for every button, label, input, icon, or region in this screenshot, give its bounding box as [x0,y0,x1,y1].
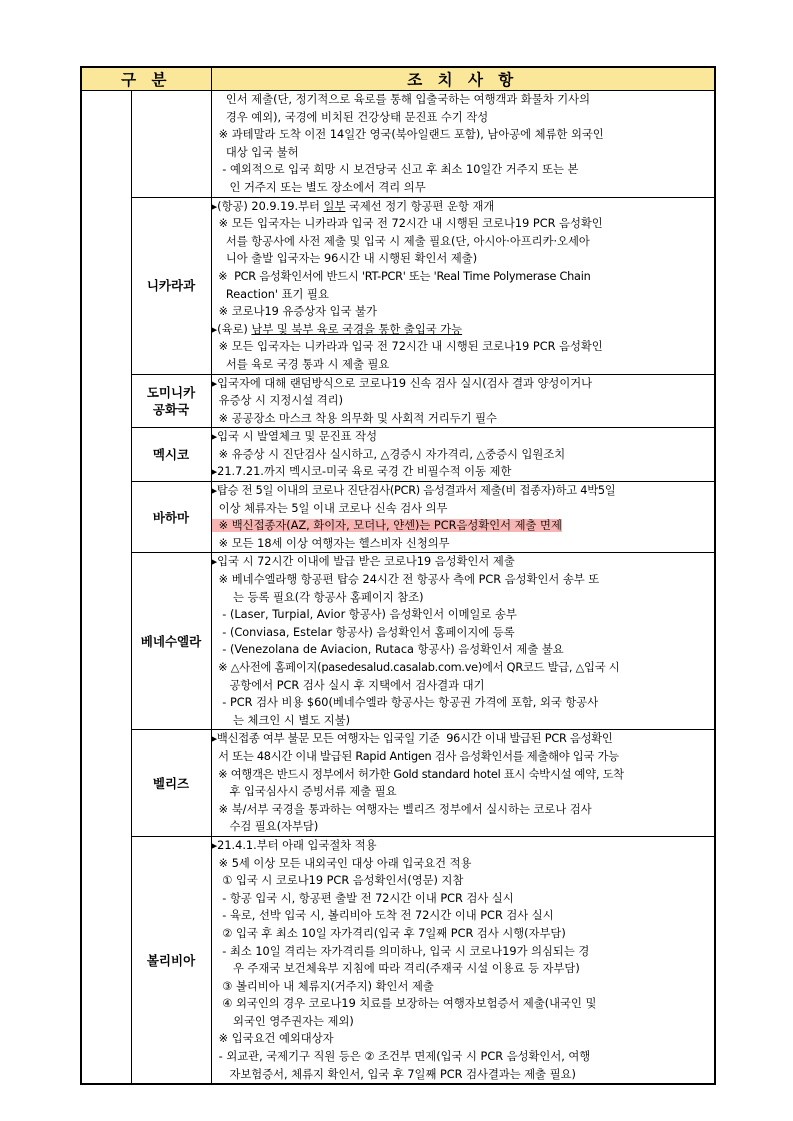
text-line: 니아 출발 입국자는 96시간 내 시행된 확인서 제출) [211,252,478,266]
text-line: - 외교관, 국제기구 직원 등은 ② 조건부 면제(입국 시 PCR 음성확인서, 여행 [211,1050,591,1064]
country-name: 벨리즈 [131,730,211,837]
text-line: - (Venezolana de Aviacion, Rutaca 항공사) 음성확인서 제출 불요 [211,643,564,657]
text-line: ※ 공공장소 마스크 착용 의무화 및 사회적 거리두기 필수 [211,411,497,425]
text-line [212,517,715,535]
text-line: ※ 유증상 시 진단검사 실시하고, △경증시 자가격리, △중증시 입원조치 [211,447,566,461]
text-line: ▸백신접종 여부 불문 모든 여행자는 입국일 기준 96시간 이내 발급된 PCR 음성확인 [211,732,613,746]
text-line: ※ 입국요건 예외대상자 [211,1032,334,1046]
country-name: 멕시코 [131,428,211,482]
text-line: ※ △사전에 홈페이지(pasedesalud.casalab.com.ve)에서 QR코드 발급, △입국 시 [211,661,620,674]
text-line: ※ 5세 이상 모든 내외국인 대상 아래 입국요건 적용 [211,856,472,870]
text-line: ※ PCR 음성확인서에 반드시 'RT-PCR' 또는 'Real Time Polymerase Chain [211,269,591,283]
text-line: 우 주재국 보건체육부 지침에 따라 격리(주재국 시설 이용료 등 자부담) [211,962,580,976]
text-line: 는 등록 필요(각 항공사 홈페이지 참조) [211,590,424,604]
country-name: 볼리비아 [131,836,211,1084]
table-row [81,836,715,1084]
table-row [81,730,715,837]
country-name: 베네수엘라 [131,553,211,730]
table-row [81,91,715,198]
text-line: ※ 북/서부 국경을 통과하는 여행자는 벨리즈 정부에서 실시하는 코로나 검사 [211,802,592,816]
text-line: - (Conviasa, Estelar 항공사) 음성확인서 홈페이지에 등록 [211,625,515,639]
text-line: ▸입국자에 대해 랜덤방식으로 코로나19 신속 검사 실시(검사 결과 양성이거나 [211,376,593,390]
text-line: 유증상 시 지정시설 격리) [211,394,343,408]
text-line: ▸입국 시 72시간 이내에 발급 받은 코로나19 음성확인서 제출 [211,555,515,569]
text-segment: ▸(항공) 20.9.19.부터 [211,199,324,213]
table-row [81,553,715,730]
text-line: ▸21.4.1.부터 아래 입국절차 적용 [211,838,377,852]
text-line: 경우 예외), 국경에 비치된 건강상태 문진표 수기 작성 [211,110,489,124]
measures-cell [211,553,715,730]
highlighted-text: ※ 백신접종자(AZ, 화이자, 모더나, 얀센)는 PCR음성확인서 제출 면제 [211,519,562,533]
text-line: - PCR 검사 비용 $60(베네수엘라 항공사는 항공권 가격에 포함, 외국 항공사 [211,696,599,710]
text-line: 후 입국심사시 증빙서류 제출 필요 [211,785,397,799]
text-line: ① 입국 시 코로나19 PCR 음성확인서(영문) 지참 [211,874,464,888]
header-category: 구 분 [81,67,211,91]
text-line: - 항공 입국 시, 항공편 출발 전 72시간 이내 PCR 검사 실시 [211,891,514,905]
text-segment: ▸(육로) [211,322,252,336]
left-margin-cell [81,91,131,1085]
text-line: ※ 여행객은 반드시 정부에서 허가한 Gold standard hotel 표시 숙박시설 예약, 도착 [211,767,624,781]
text-line: ※ 과테말라 도착 이전 14일간 영국(북아일랜드 포함), 남아공에 체류한 외국인 [211,128,604,142]
text-line: ※ 베네수엘라행 항공편 탑승 24시간 전 항공사 측에 PCR 음성확인서 송부 또 [211,573,600,587]
text-line: 인 거주지 또는 별도 장소에서 격리 의무 [211,180,426,194]
country-name [131,374,211,428]
measures-table [80,66,716,1085]
table-header-row [81,67,715,91]
text-line: 수검 필요(자부담) [211,820,319,834]
country-name: 바하마 [131,482,211,553]
text-line: ※ 모든 입국자는 니카라과 입국 전 72시간 내 시행된 코로나19 PCR 음성확인 [211,217,603,231]
table-row [81,374,715,428]
text-line: 이상 체류자는 5일 이내 코로나 신속 검사 의무 [211,501,448,515]
text-line: ※ 모든 18세 이상 여행자는 헬스비자 신청의무 [211,536,450,550]
underlined-text: 일부 [323,199,346,213]
text-line: 서를 육로 국경 통과 시 제출 필요 [211,357,390,371]
text-line: ※ 코로나19 유증상자 입국 불가 [211,305,377,319]
country-cell-empty [131,91,211,198]
text-segment: 국제선 정기 항공편 운항 재개 [345,199,495,213]
text-line: ※ 모든 입국자는 니카라과 입국 전 72시간 내 시행된 코로나19 PCR 음성확인 [211,340,603,354]
text-line: - (Laser, Turpial, Avior 항공사) 음성확인서 이메일로 송부 [211,608,517,622]
country-name-line: 도미니카 [146,384,196,400]
table-row [81,482,715,553]
text-line: 자보험증서, 체류지 확인서, 입국 후 7일째 PCR 검사결과는 제출 필요) [211,1067,576,1081]
text-line: 인서 제출(단, 정기적으로 육로를 통해 입출국하는 여행객과 화물차 기사의 [211,93,590,106]
text-line [212,198,715,216]
text-line: 서 또는 48시간 이내 발급된 Rapid Antigen 검사 음성확인서를 제출해야 입국 가능 [211,749,619,763]
measures-cell [211,836,715,1084]
text-line: ▸입국 시 발열체크 및 문진표 작성 [211,430,377,444]
text-line: 서를 항공사에 사전 제출 및 입국 시 제출 필요(단, 아시아·아프리카·오세아 [211,234,590,248]
text-line: ▸탑승 전 5일 이내의 코로나 진단검사(PCR) 음성결과서 제출(비 접종자)하고 4박5일 [211,484,616,498]
text-line: - 예외적으로 입국 희망 시 보건당국 신고 후 최소 10일간 거주지 또는 본 [211,163,579,177]
text-line: - 최소 10일 격리는 자가격리를 의미하나, 입국 시 코로나19가 의심되는 경 [211,944,590,958]
text-line: 외국인 영주권자는 제외) [211,1014,354,1028]
underlined-text: 남부 및 북부 육로 국경을 통한 출입국 가능 [251,322,463,336]
measures-cell [211,730,715,837]
text-line: ▸21.7.21.까지 멕시코-미국 육로 국경 간 비필수적 이동 제한 [211,465,512,479]
text-line: ② 입국 후 최소 10일 자가격리(입국 후 7일째 PCR 검사 시행(자부담) [211,926,566,940]
table-row [81,197,715,374]
text-line: Reaction' 표기 필요 [211,287,329,301]
text-line: ③ 볼리비아 내 체류지(거주지) 확인서 제출 [211,979,434,993]
text-line: 는 체크인 시 별도 지불) [211,713,351,727]
text-line: 공항에서 PCR 검사 실시 후 지택에서 검사결과 대기 [211,678,485,692]
country-name-line: 공화국 [152,401,190,417]
text-line: 대상 입국 불허 [211,145,299,159]
header-measures: 조 치 사 항 [211,67,715,91]
measures-cell [211,428,715,482]
text-line: - 육로, 선박 입국 시, 볼리비아 도착 전 72시간 이내 PCR 검사 실시 [211,909,554,923]
measures-cell [211,91,715,198]
text-line: ④ 외국인의 경우 코로나19 치료를 보장하는 여행자보험증서 제출(내국인 및 [211,997,597,1011]
measures-cell [211,482,715,553]
measures-cell [211,374,715,428]
measures-cell [211,197,715,374]
text-line [212,321,715,339]
table-row [81,428,715,482]
country-name: 니카라과 [131,197,211,374]
